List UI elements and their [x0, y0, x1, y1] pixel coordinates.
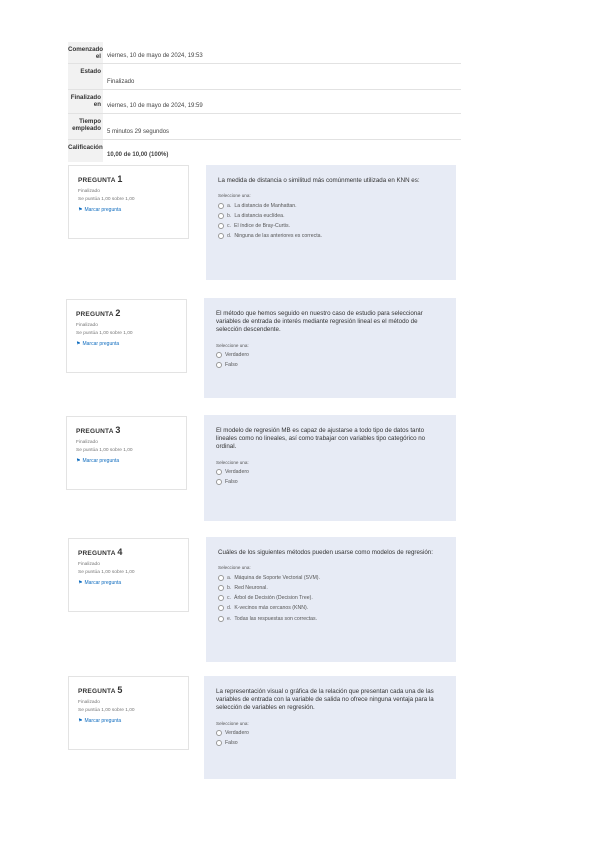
flag-question-link[interactable]: ⚑ Marcar pregunta: [76, 341, 120, 347]
flag-icon: ⚑: [76, 341, 81, 347]
question-content: [204, 676, 456, 779]
question-info: [68, 676, 189, 750]
question-label: PREGUNTA: [76, 311, 114, 318]
answer-option[interactable]: c. El índice de Bray-Curtis.: [218, 223, 444, 229]
flag-icon: ⚑: [78, 580, 83, 586]
question-score: Se puntúa 1,00 sobre 1,00: [76, 448, 133, 453]
radio-button[interactable]: [218, 575, 224, 581]
summary-label: Tiempo empleado: [68, 114, 103, 139]
summary-row-grade: [68, 140, 461, 162]
summary-value: 5 minutos 29 segundos: [107, 129, 170, 135]
question-number: 2: [115, 308, 121, 318]
question-content: [204, 415, 456, 521]
radio-button[interactable]: [216, 479, 222, 485]
radio-button[interactable]: [218, 213, 224, 219]
answer-prompt: Seleccione una:: [218, 193, 251, 199]
summary-label: Comenzado el: [68, 42, 103, 63]
question-number: 1: [117, 174, 123, 184]
answer-option[interactable]: a. La distancia de Manhattan.: [218, 203, 444, 209]
flag-icon: ⚑: [78, 207, 83, 213]
radio-button[interactable]: [218, 585, 224, 591]
summary-row-status: [68, 64, 461, 90]
answer-option[interactable]: Falso: [216, 479, 444, 485]
question-number: 5: [117, 685, 123, 695]
summary-label: Estado: [68, 64, 103, 89]
summary-value: viernes, 10 de mayo de 2024, 19:53: [107, 53, 203, 59]
attempt-summary: [68, 42, 461, 162]
question-content: [206, 537, 456, 662]
radio-button[interactable]: [218, 203, 224, 209]
radio-button[interactable]: [216, 740, 222, 746]
question-info: [68, 165, 189, 239]
question-text: El modelo de regresión MB es capaz de ajustarse a todo tipo de datos tanto lineales como no lineales, así como trabajar con variables tipo categórico no ordinal.: [216, 427, 426, 451]
summary-label: Finalizado en: [68, 90, 103, 113]
summary-row-time: [68, 114, 461, 140]
question-text: La representación visual o gráfica de la relación que presentan cada una de las variables de entrada con la variable de salida no ofrece ninguna ventaja para la selección de variables en regresión.: [216, 688, 434, 712]
question-content: [204, 298, 456, 398]
radio-button[interactable]: [218, 605, 224, 611]
summary-row-finished: [68, 90, 461, 114]
flag-question-link[interactable]: ⚑ Marcar pregunta: [76, 458, 120, 464]
question-status: Finalizado: [78, 189, 100, 194]
question-status: Finalizado: [78, 700, 100, 705]
question-text: Cuáles de los siguientes métodos pueden usarse como modelos de regresión:: [218, 549, 433, 556]
answer-option[interactable]: b. La distancia euclídea.: [218, 213, 444, 219]
radio-button[interactable]: [216, 469, 222, 475]
summary-value: viernes, 10 de mayo de 2024, 19:59: [107, 103, 203, 109]
flag-icon: ⚑: [78, 718, 83, 724]
question-text: El método que hemos seguido en nuestro caso de estudio para seleccionar variables de entrada de interés mediante regresión lineal es el método de selección descendente.: [216, 310, 423, 334]
question-content: [206, 165, 456, 280]
radio-button[interactable]: [216, 352, 222, 358]
question-label: PREGUNTA: [76, 428, 114, 435]
summary-row-started: [68, 42, 461, 64]
flag-question-link[interactable]: ⚑ Marcar pregunta: [78, 580, 122, 586]
radio-button[interactable]: [216, 730, 222, 736]
radio-button[interactable]: [218, 223, 224, 229]
radio-button[interactable]: [218, 616, 224, 622]
answer-option[interactable]: Falso: [216, 362, 444, 368]
question-status: Finalizado: [78, 562, 100, 567]
answer-option[interactable]: Verdadero: [216, 352, 444, 358]
answer-option[interactable]: Verdadero: [216, 469, 444, 475]
radio-button[interactable]: [218, 233, 224, 239]
answer-option[interactable]: d. K-vecinos más cercanos (KNN).: [218, 605, 444, 611]
answer-option[interactable]: d. Ninguna de las anteriores es correcta.: [218, 233, 444, 239]
question-info: [68, 538, 189, 612]
answer-option[interactable]: a. Máquina de Soporte Vectorial (SVM).: [218, 575, 444, 581]
flag-icon: ⚑: [76, 458, 81, 464]
question-info: [66, 299, 187, 373]
question-text: La medida de distancia o similitud más comúnmente utilizada en KNN es:: [218, 177, 420, 184]
radio-button[interactable]: [216, 362, 222, 368]
answer-option[interactable]: Verdadero: [216, 730, 444, 736]
flag-question-link[interactable]: ⚑ Marcar pregunta: [78, 207, 122, 213]
summary-value: Finalizado: [107, 79, 135, 85]
answer-prompt: Seleccione una:: [216, 720, 249, 726]
question-score: Se puntúa 1,00 sobre 1,00: [78, 708, 135, 713]
summary-label: Calificación: [68, 140, 103, 162]
question-status: Finalizado: [76, 440, 98, 445]
flag-question-link[interactable]: ⚑ Marcar pregunta: [78, 718, 122, 724]
question-status: Finalizado: [76, 323, 98, 328]
summary-value: 10,00 de 10,00 (100%): [107, 152, 169, 158]
answer-option[interactable]: e. Todas las respuestas son correctas.: [218, 616, 444, 622]
answer-option[interactable]: Falso: [216, 740, 444, 746]
answer-option[interactable]: b. Red Neuronal.: [218, 585, 444, 591]
question-score: Se puntúa 1,00 sobre 1,00: [78, 197, 135, 202]
answer-prompt: Seleccione una:: [216, 459, 249, 465]
question-score: Se puntúa 1,00 sobre 1,00: [76, 331, 133, 336]
question-label: PREGUNTA: [78, 550, 116, 557]
answer-prompt: Seleccione una:: [216, 342, 249, 348]
question-label: PREGUNTA: [78, 688, 116, 695]
radio-button[interactable]: [218, 595, 224, 601]
question-number: 3: [115, 425, 121, 435]
question-info: [66, 416, 187, 490]
question-score: Se puntúa 1,00 sobre 1,00: [78, 570, 135, 575]
question-label: PREGUNTA: [78, 177, 116, 184]
answer-option[interactable]: c. Árbol de Decisión (Decision Tree).: [218, 595, 444, 601]
question-number: 4: [117, 547, 123, 557]
answer-prompt: Seleccione una:: [218, 565, 251, 571]
